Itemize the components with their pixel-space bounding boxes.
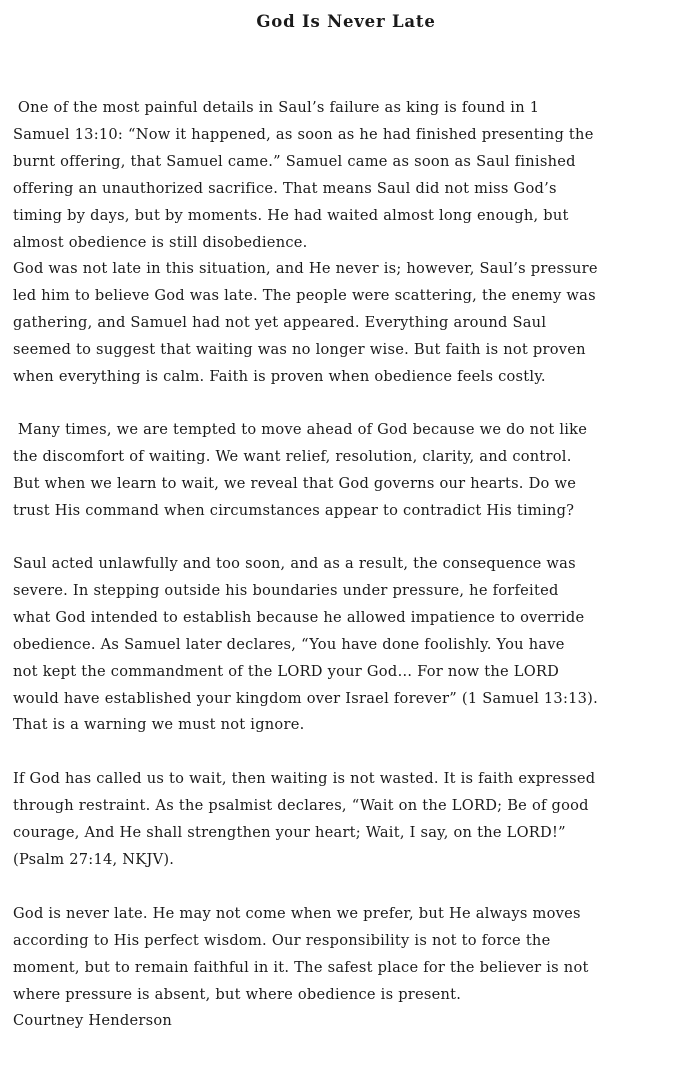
paragraph-5: If God has called us to wait, then waiting is not wasted. It is faith expressed through restraint. As the psalmist declares, “Wait on the LORD; Be of good courage, And He shall strengthen your heart; Wait, I say, on the LORD!” (Psalm 27:14, NKJV). — [13, 770, 596, 868]
paragraph-1: One of the most painful details in Saul’s failure as king is found in 1 Samuel 13:10: “Now it happened, as soon as he had finished presenting the burnt offering, that Samuel came.” Samuel came as soon as Saul finished offering an unauthorized sacrifice. That means Saul did not miss God’s timing by days, but by moments. He had waited almost long enough, but almost obedience is still disobedience. — [13, 99, 594, 251]
paragraph-2: God was not late in this situation, and He never is; however, Saul’s pressure led him to believe God was late. The people were scattering, the enemy was gathering, and Samuel had not yet appeared. Everything around Saul seemed to suggest that waiting was no longer wise. But faith is not proven when everything is calm. Faith is proven when obedience feels costly. — [13, 260, 598, 385]
paragraph-4: Saul acted unlawfully and too soon, and as a result, the consequence was severe. In stepping outside his boundaries under pressure, he forfeited what God intended to establish because he allowed impatience to override obedience. As Samuel later declares, “You have done foolishly. You have not kept the commandment of the LORD your God… For now the LORD would have established your kingdom over Israel forever” (1 Samuel 13:13). That is a warning we must not ignore. — [13, 555, 599, 734]
page-title: God Is Never Late — [256, 12, 436, 31]
author-signature: Courtney Henderson — [13, 1012, 173, 1029]
paragraph-6: God is never late. He may not come when we prefer, but He always moves according to His perfect wisdom. Our responsibility is not to force the moment, but to remain faithful in it. The safest place for the believer is not where pressure is absent, but where obedience is present. — [13, 905, 589, 1003]
paragraph-3: Many times, we are tempted to move ahead of God because we do not like the discomfort of waiting. We want relief, resolution, clarity, and control. But when we learn to wait, we reveal that God governs our hearts. Do we trust His command when circumstances appear to contradict His timing? — [13, 421, 588, 519]
